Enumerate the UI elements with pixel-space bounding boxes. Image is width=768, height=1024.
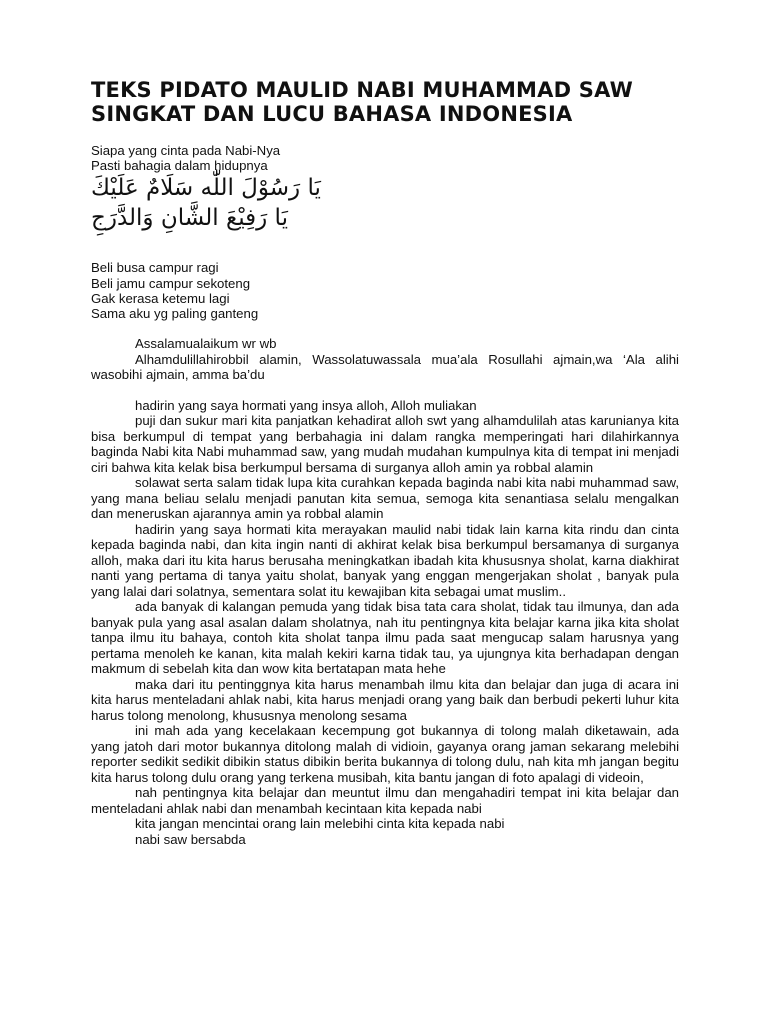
body-paragraph: ini mah ada yang kecelakaan kecempung got bukannya di tolong malah diketawain, ada yang jatoh dari motor bukannya ditolong malah di vidioin, gayanya orang jaman sekarang melebihi reporter sedikit sedikit dibikin status dibikin berita bukannya di tolong dulu, nah kita mh jangan begitu kita harus tolong dulu orang yang terkena musibah, kita bantu jangan di foto apalagi di videoin, bbox=[91, 723, 679, 785]
pantun-line: Beli jamu campur sekoteng bbox=[91, 275, 251, 291]
pantun-verse bbox=[91, 260, 679, 321]
intro-line: Siapa yang cinta pada Nabi-Nya bbox=[91, 143, 281, 158]
intro-line: Pasti bahagia dalam hidupnya bbox=[91, 158, 268, 174]
body-paragraph: nabi saw bersabda bbox=[135, 831, 246, 847]
pantun-line: Sama aku yg paling ganteng bbox=[91, 306, 259, 322]
opening-greeting bbox=[91, 336, 679, 383]
intro-lines bbox=[91, 143, 679, 173]
body-paragraph: puji dan sukur mari kita panjatkan kehadirat alloh swt yang alhamdulilah atas karunianya kita bisa berkumpul di tempat yang berbahagia ini dalam rangka memperingati hari dilahirkannya baginda Nabi kita Nabi muhammad saw, yang mudah mudahan kumpulnya kita di tempat ini menjadi ciri bahwa kita kelak bisa berkumpul bersama di surganya alloh amin ya robbal alamin bbox=[91, 413, 679, 475]
body-paragraph: hadirin yang saya hormati yang insya alloh, Alloh muliakan bbox=[135, 397, 477, 413]
arabic-line: يَا رَفِيْعَ الشَّانِ وَالدَّرَجِ bbox=[91, 205, 288, 232]
pantun-line: Beli busa campur ragi bbox=[91, 260, 219, 276]
body-paragraph: solawat serta salam tidak lupa kita curahkan kepada baginda nabi kita nabi muhammad saw, yang mana beliau selalu menjadi panutan kita semua, semoga kita senantiasa selalu mengalkan dan meneruskan ajarannya amin ya robbal alamin bbox=[91, 475, 679, 522]
arabic-line: يَا رَسُوْلَ اللّٰه سَلَامٌ عَلَيْكَ bbox=[91, 175, 321, 202]
greeting-paragraph: Assalamualaikum wr wb bbox=[135, 336, 277, 352]
spacer bbox=[91, 383, 679, 398]
arabic-salawat bbox=[91, 173, 679, 233]
greeting-paragraph: Alhamdulillahirobbil alamin, Wassolatuwassala mua’ala Rosullahi ajmain,wa ‘Ala alihi wasobihi ajmain, amma ba’du bbox=[91, 351, 679, 383]
speech-body bbox=[91, 398, 679, 848]
body-paragraph: hadirin yang saya hormati kita merayakan maulid nabi tidak lain karna kita rindu dan cinta kepada baginda nabi, dan kita ingin nanti di akhirat kelak bisa berkumpul bersamanya di surganya alloh, maka dari itu kita harus berusaha meningkatkan ibadah kita khususnya sholat, karna diakhirat nanti yang pertama di tanya yaitu sholat, banyak yang enggan mengerjakan sholat , banyak pula yang lalai dari solatnya, sementara solat itu kewajiban kita sebagai umat muslim.. bbox=[91, 521, 679, 599]
body-paragraph: ada banyak di kalangan pemuda yang tidak bisa tata cara sholat, tidak tau ilmunya, dan ada banyak pula yang asal asalan dalam sholatnya, nah itu pentingnya kita belajar karna jika kita sholat tanpa ilmu itu bahaya, contoh kita sholat tanpa ilmu pada saat mengucap salam harusnya yang pertama menoleh ke kanan, kita malah kekiri karna tidak tau, ya ujungnya kita berhadapan dengan makmum di sebelah kita dan wow kita bertatapan mata hehe bbox=[91, 599, 679, 677]
body-paragraph: kita jangan mencintai orang lain melebihi cinta kita kepada nabi bbox=[135, 816, 505, 832]
pantun-line: Gak kerasa ketemu lagi bbox=[91, 290, 230, 306]
document-title: TEKS PIDATO MAULID NABI MUHAMMAD SAW SINGKAT DAN LUCU BAHASA INDONESIA bbox=[91, 78, 633, 126]
body-paragraph: maka dari itu pentinggnya kita harus menambah ilmu kita dan belajar dan juga di acara ini kita harus menteladani ahlak nabi, kita harus menjadi orang yang baik dan berbudi pekerti luhur kita harus tolong menolong, khususnya menolong sesama bbox=[91, 676, 679, 723]
document-page bbox=[91, 78, 679, 847]
body-paragraph: nah pentingnya kita belajar dan meuntut ilmu dan mengahadiri tempat ini kita belajar dan menteladani ahlak nabi dan menambah kecintaan kita kepada nabi bbox=[91, 785, 679, 816]
